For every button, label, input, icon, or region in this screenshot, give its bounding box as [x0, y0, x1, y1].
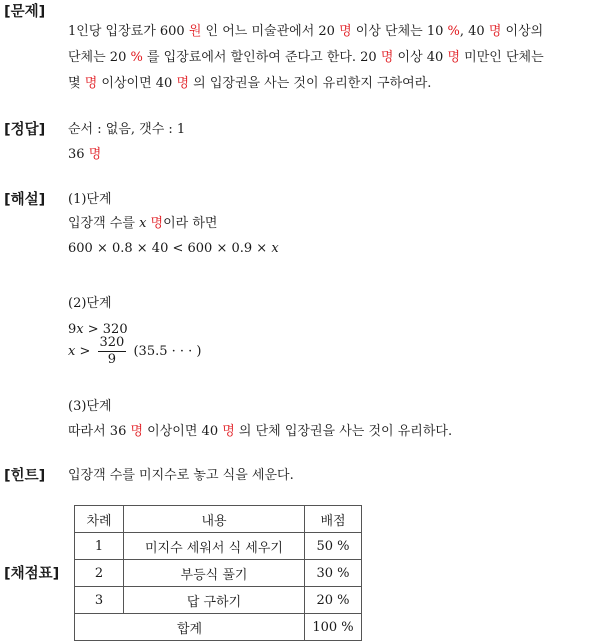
row-content: 부등식 풀기: [124, 560, 305, 587]
answer-label: [정답]: [4, 122, 46, 138]
step2-equation-1: 9x > 320: [68, 322, 128, 337]
problem-line-3: 몇 명 이상이면 40 명 의 입장권을 사는 것이 유리한지 구하여라.: [68, 76, 432, 91]
row-points: 30 %: [305, 560, 362, 587]
step2-title: (2)단계: [68, 296, 112, 311]
row-order: 2: [75, 560, 124, 587]
header-order: 차례: [75, 506, 124, 533]
table-row: [75, 560, 362, 587]
step1-title: (1)단계: [68, 192, 112, 207]
header-points: 배점: [305, 506, 362, 533]
table-total-row: [75, 614, 362, 641]
table-row: [75, 533, 362, 560]
row-points: 50 %: [305, 533, 362, 560]
row-content: 미지수 세워서 식 세우기: [124, 533, 305, 560]
header-content: 내용: [124, 506, 305, 533]
step3-text: 따라서 36 명 이상이면 40 명 의 단체 입장권을 사는 것이 유리하다.: [68, 424, 453, 439]
fraction: $\frac{320}{9}$: [99, 335, 125, 367]
table-header-row: [75, 506, 362, 533]
step1-text: 입장객 수를 x 명이라 하면: [68, 216, 218, 231]
problem-line-2: 단체는 20 % 를 입장료에서 할인하여 준다고 한다. 20 명 이상 40 명 미만인 단체는: [68, 50, 544, 65]
solution-label: [해설]: [4, 192, 46, 208]
answer-line-2: 36 명: [68, 147, 102, 162]
table-row: [75, 587, 362, 614]
hint-label: [힌트]: [4, 468, 46, 484]
total-label: 합계: [75, 614, 305, 641]
problem-label: [문제]: [4, 4, 46, 20]
row-order: 1: [75, 533, 124, 560]
step3-title: (3)단계: [68, 399, 112, 414]
step2-equation-2: x > $\frac{320}{9}$ (35.5 · · · ): [68, 335, 202, 367]
total-value: 100 %: [305, 614, 362, 641]
problem-line-1: 1인당 입장료가 600 원 인 어느 미술관에서 20 명 이상 단체는 10 %, 40 명 이상의: [68, 24, 544, 39]
rubric-label: [채점표]: [4, 566, 60, 582]
step1-inequality: 600 × 0.8 × 40 < 600 × 0.9 × x: [68, 241, 279, 256]
rubric-table: [74, 505, 362, 641]
row-order: 3: [75, 587, 124, 614]
answer-line-1: 순서 : 없음, 갯수 : 1: [68, 122, 186, 137]
row-content: 답 구하기: [124, 587, 305, 614]
hint-text: 입장객 수를 미지수로 놓고 식을 세운다.: [68, 468, 294, 483]
row-points: 20 %: [305, 587, 362, 614]
